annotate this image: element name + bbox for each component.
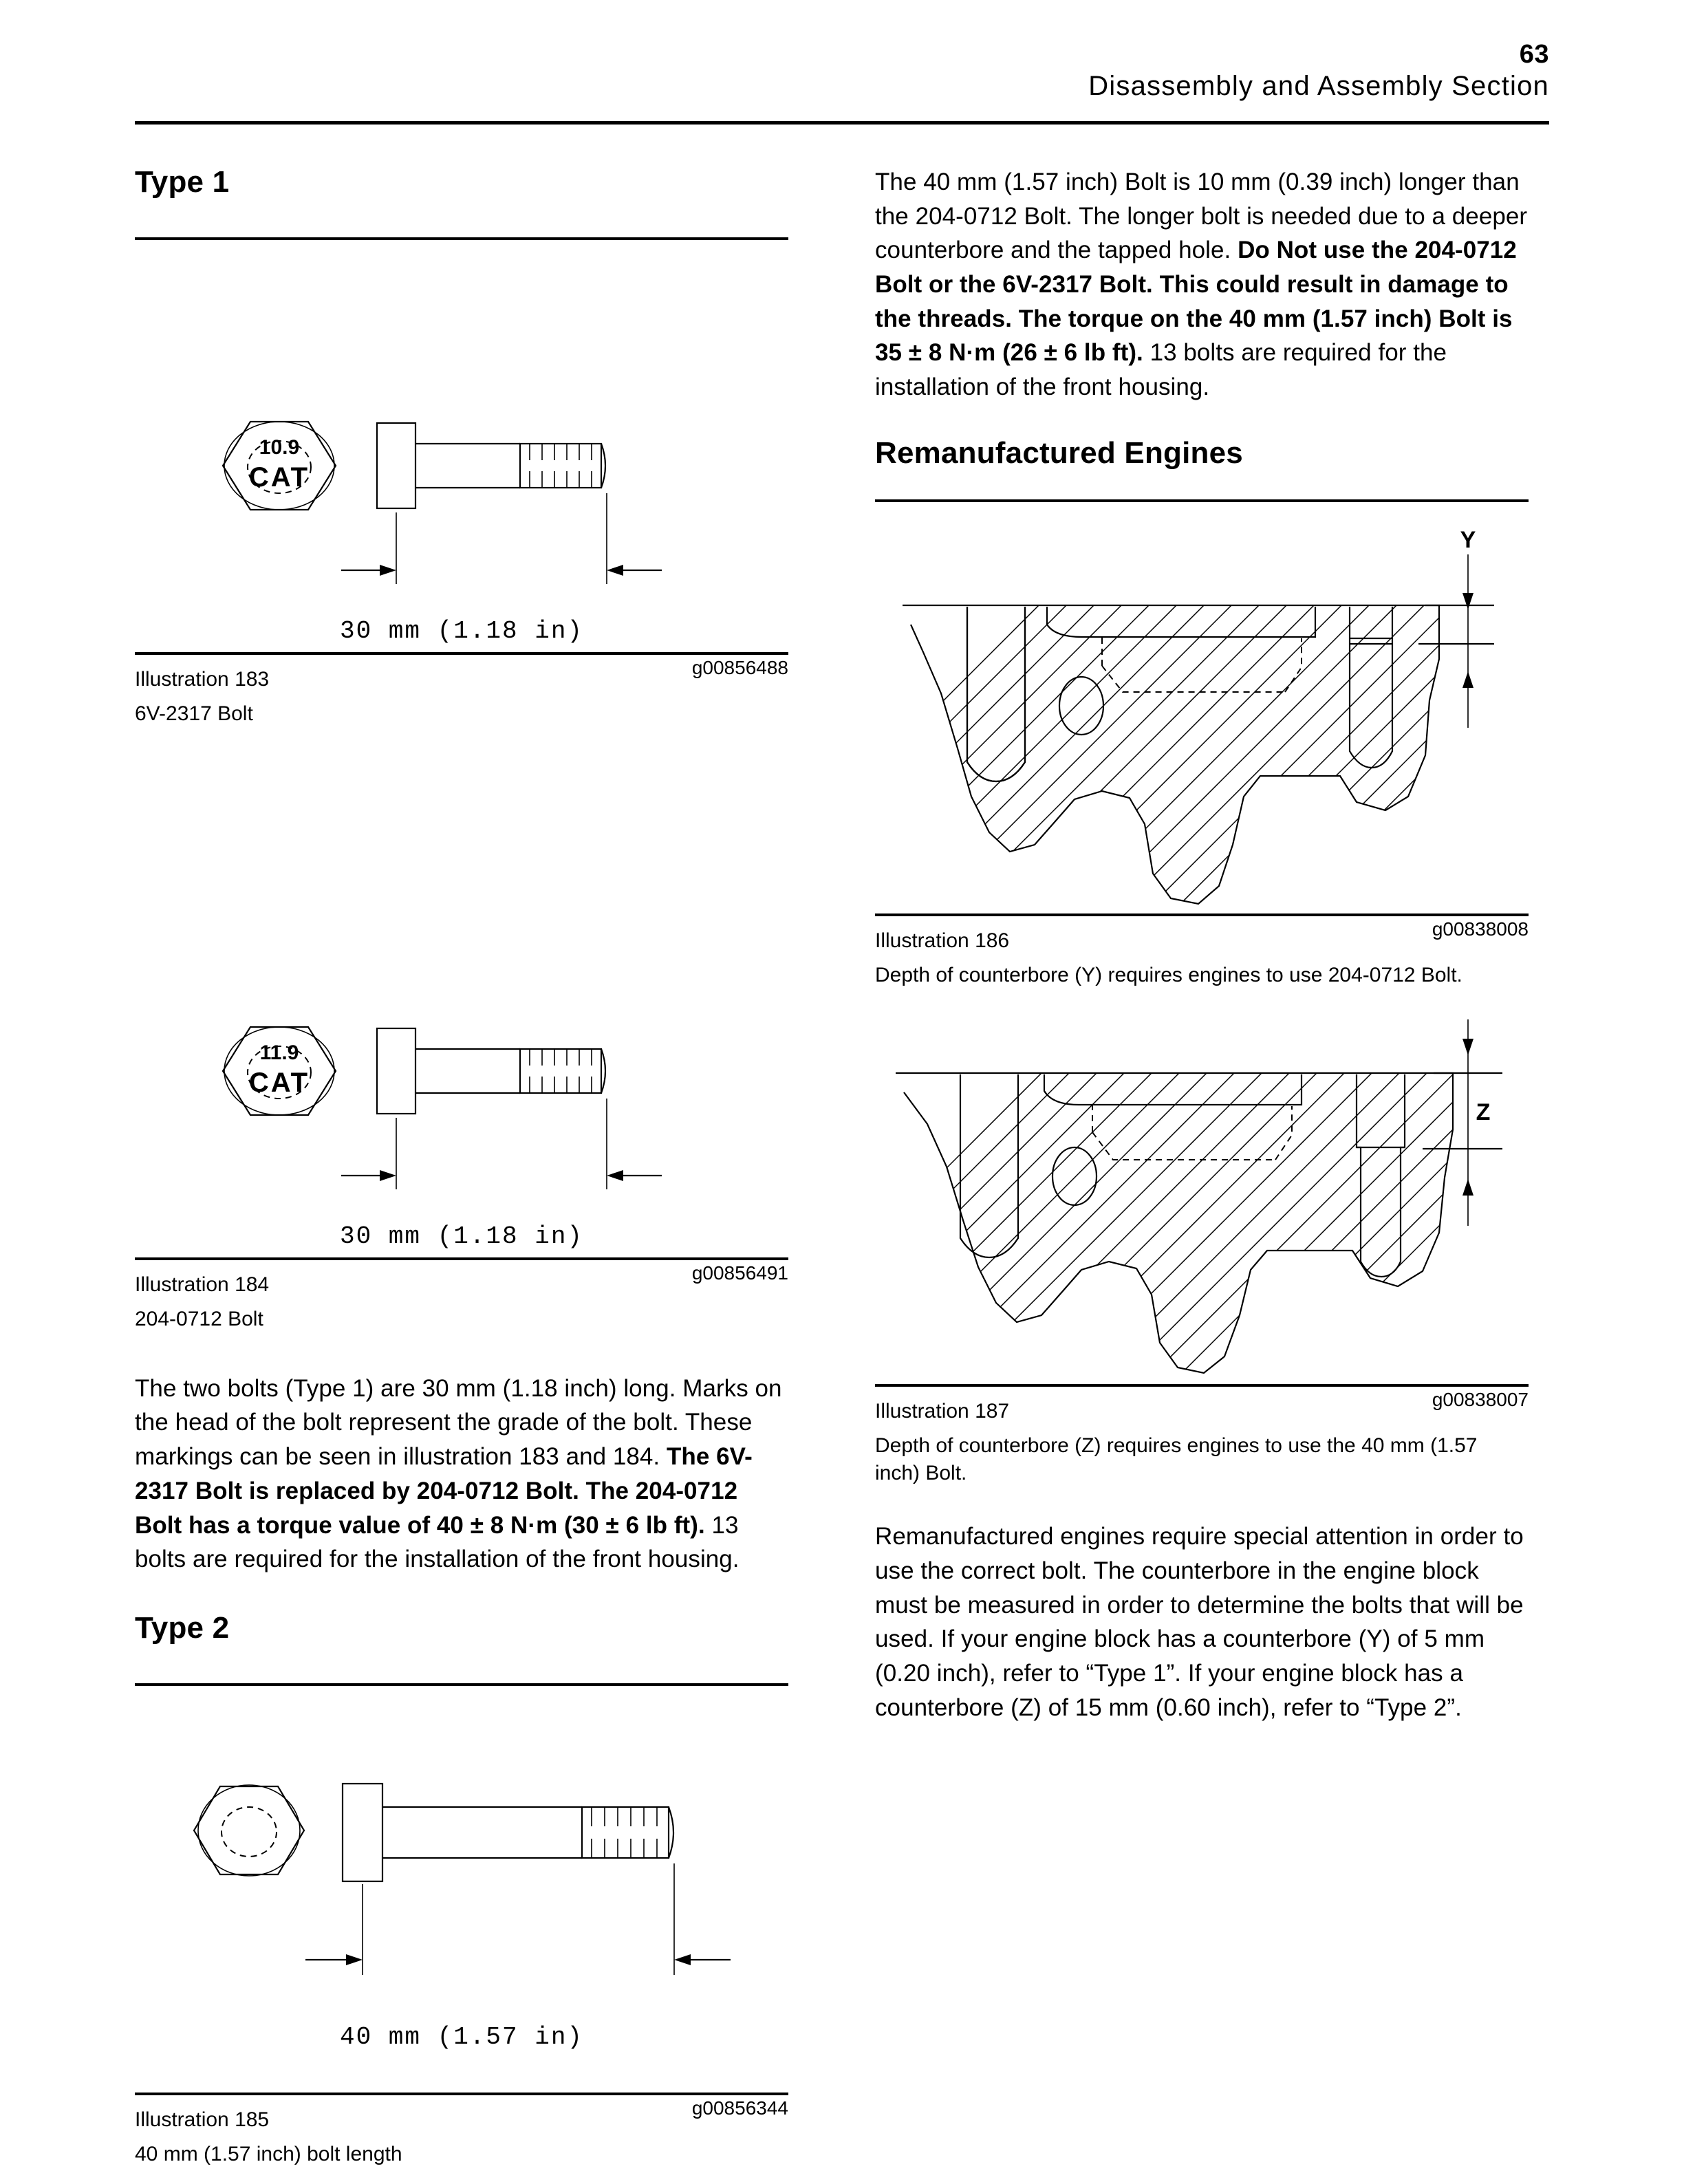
heading-rule-type-1 xyxy=(135,237,788,240)
hex-head-plain xyxy=(194,1785,304,1876)
heading-rule-reman xyxy=(875,499,1529,502)
dimension-label-184: 30 mm (1.18 in) xyxy=(339,1222,584,1251)
bolt-drawing-6v2317 xyxy=(135,259,788,645)
illustration-number-184: Illustration 184 xyxy=(135,1273,270,1297)
paragraph-part-a: The two bolts (Type 1) are 30 mm (1.18 inch) long. Marks on the head of the bolt represent the grade of the bolt. These markings can be seen in illustration 183 and 184. xyxy=(135,1374,782,1471)
heading-type-2: Type 2 xyxy=(135,1610,230,1645)
page-number: 63 xyxy=(1519,40,1549,69)
figure-caption-187: Depth of counterbore (Z) requires engines to use the 40 mm (1.57 inch) Bolt. xyxy=(875,1434,1478,1484)
paragraph-bolt-warning xyxy=(875,165,1529,404)
heading-remanufactured-engines: Remanufactured Engines xyxy=(875,435,1243,470)
figure-illustration-183 xyxy=(135,259,788,728)
paragraph-reman-instructions: Remanufactured engines require special attention in order to use the correct bolt. The counterbore in the engine block must be measured in order to determine the bolts that will be used. If your engine block has a counterbore (Y) of 5 mm (0.20 inch), refer to “Type 1”. If your engine block has a counterbore (Z) of 15 mm (0.60 inch), refer to “Type 2”. xyxy=(875,1523,1524,1721)
paragraph-type-1-description xyxy=(135,1372,788,1577)
graphic-id-184: g00856491 xyxy=(691,1262,788,1284)
section-hatching xyxy=(875,521,1529,907)
header-divider xyxy=(135,121,1549,125)
svg-text:10.9: 10.9 xyxy=(259,435,300,459)
graphic-id-187: g00838007 xyxy=(1432,1389,1529,1410)
dimension-arrows-30mm xyxy=(341,565,662,576)
figure-illustration-184 xyxy=(135,878,788,1333)
svg-text:CAT: CAT xyxy=(248,1068,310,1099)
hex-head-11-9 xyxy=(223,1027,336,1115)
heading-type-1: Type 1 xyxy=(135,165,230,199)
hex-head-10-9 xyxy=(223,422,336,510)
svg-text:CAT: CAT xyxy=(248,462,310,493)
figure-caption-183: 6V-2317 Bolt xyxy=(135,702,253,725)
bolt-side-view-40mm xyxy=(343,1784,673,1881)
figure-illustration-187 xyxy=(875,1019,1529,1486)
svg-text:11.9: 11.9 xyxy=(259,1041,299,1065)
figure-illustration-186 xyxy=(875,521,1529,989)
paragraph-part-c: 13 bolts are required for the installation of the front housing. xyxy=(135,1511,740,1573)
illustration-number-186: Illustration 186 xyxy=(875,929,1010,953)
figure-illustration-185 xyxy=(135,1727,788,2168)
paragraph-part-bold: The 6V-2317 Bolt is replaced by 204-0712 Bolt. The 204-0712 Bolt has a torque value of 40 ± 8 N·m (30 ± 6 lb ft). xyxy=(135,1443,753,1539)
figure-caption-185: 40 mm (1.57 inch) bolt length xyxy=(135,2142,402,2165)
bolt-side-view-6v2317 xyxy=(377,423,605,508)
bolt-drawing-40mm xyxy=(135,1727,788,2051)
dimension-label-183: 30 mm (1.18 in) xyxy=(339,616,584,645)
graphic-id-185: g00856344 xyxy=(691,2097,788,2119)
dimension-arrows-40mm xyxy=(305,1954,731,1965)
graphic-id-183: g00856488 xyxy=(691,656,788,678)
page-header xyxy=(135,41,1549,103)
dimension-arrows-30mm-b xyxy=(341,1170,662,1181)
illustration-number-183: Illustration 183 xyxy=(135,667,270,691)
bolt-side-view-2040712 xyxy=(377,1028,605,1114)
figure-caption-186: Depth of counterbore (Y) requires engines to use 204-0712 Bolt. xyxy=(875,964,1462,987)
graphic-id-186: g00838008 xyxy=(1432,918,1529,940)
illustration-number-185: Illustration 185 xyxy=(135,2108,270,2131)
right-column xyxy=(875,165,1529,1742)
engine-block-section-y xyxy=(875,521,1529,907)
dimension-letter-z-text: Z xyxy=(1476,1099,1491,1125)
paragraph-part-bold: Do Not use the 204-0712 Bolt or the 6V-2317 Bolt. This could result in damage to the threads. The torque on the 40 mm (1.57 inch) Bolt is 35 ± 8 N·m (26 ± 6 lb ft). xyxy=(875,237,1517,367)
dimension-label-185: 40 mm (1.57 in) xyxy=(339,2022,584,2051)
heading-rule-type-2 xyxy=(135,1683,788,1686)
paragraph-part-a: The 40 mm (1.57 inch) Bolt is 10 mm (0.39 inch) longer than the 204-0712 Bolt. The longer bolt is needed due to a deeper counterbore and the tapped hole. xyxy=(875,169,1528,264)
illustration-number-187: Illustration 187 xyxy=(875,1400,1010,1423)
engine-block-section-z xyxy=(875,1019,1529,1377)
left-column xyxy=(135,165,788,2184)
paragraph-part-c: 13 bolts are required for the installation of the front housing. xyxy=(875,339,1447,401)
figure-caption-184: 204-0712 Bolt xyxy=(135,1308,263,1331)
bolt-drawing-2040712 xyxy=(135,878,788,1251)
dimension-letter-y-text: Y xyxy=(1460,527,1476,554)
section-title: Disassembly and Assembly Section xyxy=(1088,70,1549,101)
